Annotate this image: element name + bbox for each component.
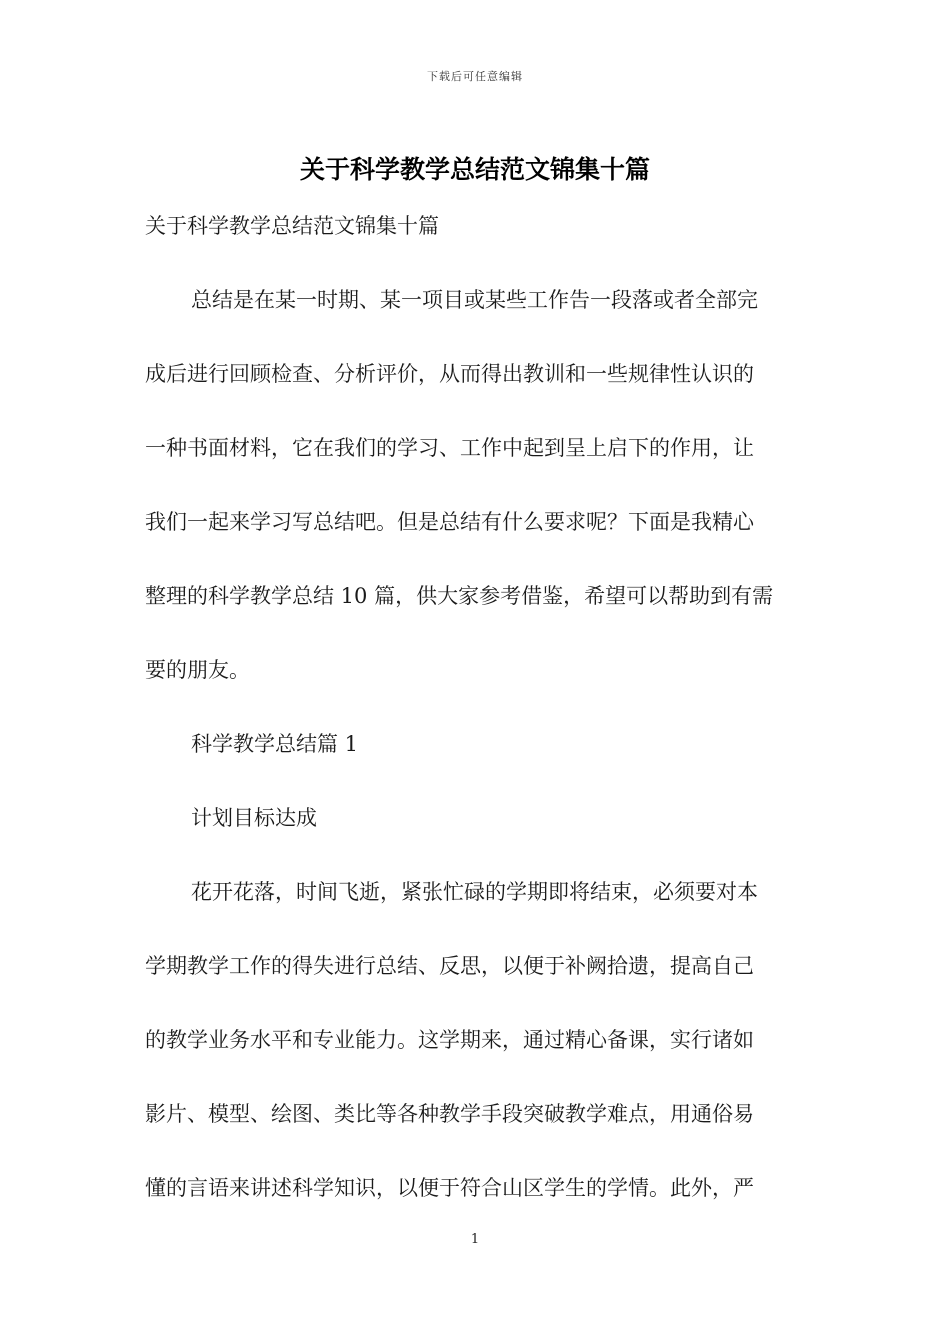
- intro-line: 成后进行回顾检查、分析评价，从而得出教训和一些规律性认识的: [145, 362, 754, 386]
- paragraph-line: 懂的言语来讲述科学知识，以便于符合山区学生的学情。此外，严: [145, 1176, 754, 1200]
- paragraph-line: 的教学业务水平和专业能力。这学期来，通过精心备课，实行诸如: [145, 1028, 754, 1052]
- paragraph-line: 学期教学工作的得失进行总结、反思，以便于补阙拾遗，提高自己: [145, 954, 754, 978]
- document-title: 关于科学教学总结范文锦集十篇: [299, 155, 650, 184]
- paragraph-line: 花开花落，时间飞逝，紧张忙碌的学期即将结束，必须要对本: [191, 880, 758, 904]
- document-subtitle: 关于科学教学总结范文锦集十篇: [145, 214, 439, 238]
- document-body: [145, 208, 810, 1206]
- intro-line: 要的朋友。: [145, 658, 250, 682]
- intro-line: 总结是在某一时期、某一项目或某些工作告一段落或者全部完: [191, 288, 758, 312]
- intro-line: 我们一起来学习写总结吧。但是总结有什么要求呢？下面是我精心: [145, 510, 754, 534]
- intro-line: 一种书面材料，它在我们的学习、工作中起到呈上启下的作用，让: [145, 436, 754, 460]
- intro-line: 整理的科学教学总结 10 篇，供大家参考借鉴，希望可以帮助到有需: [145, 584, 774, 608]
- paragraph-line: 影片、模型、绘图、类比等各种教学手段突破教学难点，用通俗易: [145, 1102, 754, 1126]
- sub-heading: 计划目标达成: [191, 806, 317, 830]
- section-heading: 科学教学总结篇 1: [191, 732, 359, 756]
- page-number: 1: [470, 1232, 480, 1247]
- header-note: 下载后可任意编辑: [427, 70, 523, 83]
